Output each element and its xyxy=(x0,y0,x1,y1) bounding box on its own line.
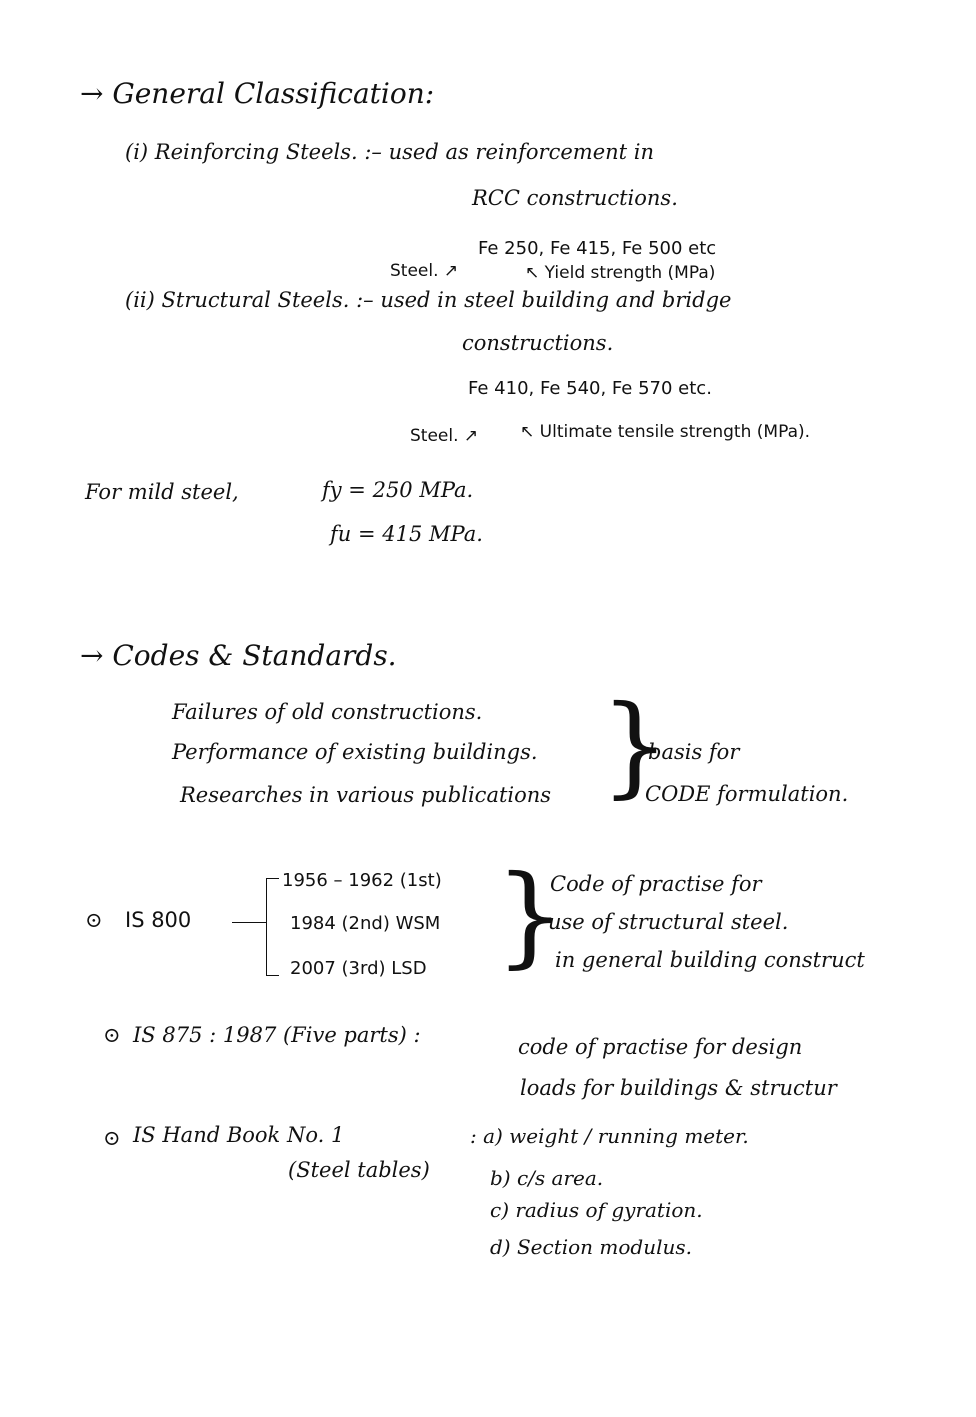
basis-item: Performance of existing buildings. xyxy=(172,740,538,764)
handbook-item: c) radius of gyration. xyxy=(490,1198,703,1222)
curly-brace: } xyxy=(600,681,670,809)
fy-value: fy = 250 MPa. xyxy=(322,478,474,502)
is800-desc: Code of practise for xyxy=(550,872,762,896)
is800-version: 1956 – 1962 (1st) xyxy=(282,870,442,891)
basis-item: Failures of old constructions. xyxy=(172,700,483,724)
is800-version: 2007 (3rd) LSD xyxy=(290,958,427,979)
fu-value: fu = 415 MPa. xyxy=(330,522,483,546)
mild-steel-label: For mild steel, xyxy=(85,480,239,504)
yield-strength-note: ↖ Yield strength (MPa) xyxy=(525,263,716,283)
bracket xyxy=(266,878,279,976)
is800-desc: use of structural steel. xyxy=(548,910,789,934)
basis-for: basis for xyxy=(648,740,740,764)
handbook-label: IS Hand Book No. 1 xyxy=(133,1123,345,1147)
curly-brace: } xyxy=(495,851,565,979)
heading-general-classification: → General Classification: xyxy=(80,77,435,110)
is800-version: 1984 (2nd) WSM xyxy=(290,913,441,934)
is875-desc: code of practise for design xyxy=(518,1035,803,1059)
is875-label: IS 875 : 1987 (Five parts) : xyxy=(133,1023,421,1047)
reinforcing-grades: Fe 250, Fe 415, Fe 500 etc xyxy=(478,238,717,259)
basis-item: Researches in various publications xyxy=(180,783,552,807)
is800-desc: in general building construct xyxy=(555,948,865,972)
bullet-icon: ⊙ xyxy=(85,908,103,932)
code-formulation: CODE formulation. xyxy=(645,782,849,806)
is800-label: IS 800 xyxy=(125,908,192,932)
heading-codes-standards: → Codes & Standards. xyxy=(80,639,397,672)
structural-steels-line: (ii) Structural Steels. :– used in steel building and bridge xyxy=(125,288,732,312)
bullet-icon: ⊙ xyxy=(103,1023,121,1047)
is875-desc: loads for buildings & structur xyxy=(520,1076,837,1100)
reinforcing-steels-line2: RCC constructions. xyxy=(472,186,678,210)
handbook-sub: (Steel tables) xyxy=(288,1158,430,1182)
structural-steels-line2: constructions. xyxy=(462,331,614,355)
reinforcing-steels-line: (i) Reinforcing Steels. :– used as reinforcement in xyxy=(125,140,654,164)
connector-line xyxy=(232,922,266,923)
steel-note-2: Steel. ↗ xyxy=(410,426,479,446)
handbook-item: d) Section modulus. xyxy=(490,1235,693,1259)
handbook-item: : a) weight / running meter. xyxy=(470,1124,749,1148)
structural-grades: Fe 410, Fe 540, Fe 570 etc. xyxy=(468,378,712,399)
bullet-icon: ⊙ xyxy=(103,1126,121,1150)
steel-note: Steel. ↗ xyxy=(390,261,459,281)
uts-note: ↖ Ultimate tensile strength (MPa). xyxy=(520,422,811,442)
handbook-item: b) c/s area. xyxy=(490,1166,604,1190)
